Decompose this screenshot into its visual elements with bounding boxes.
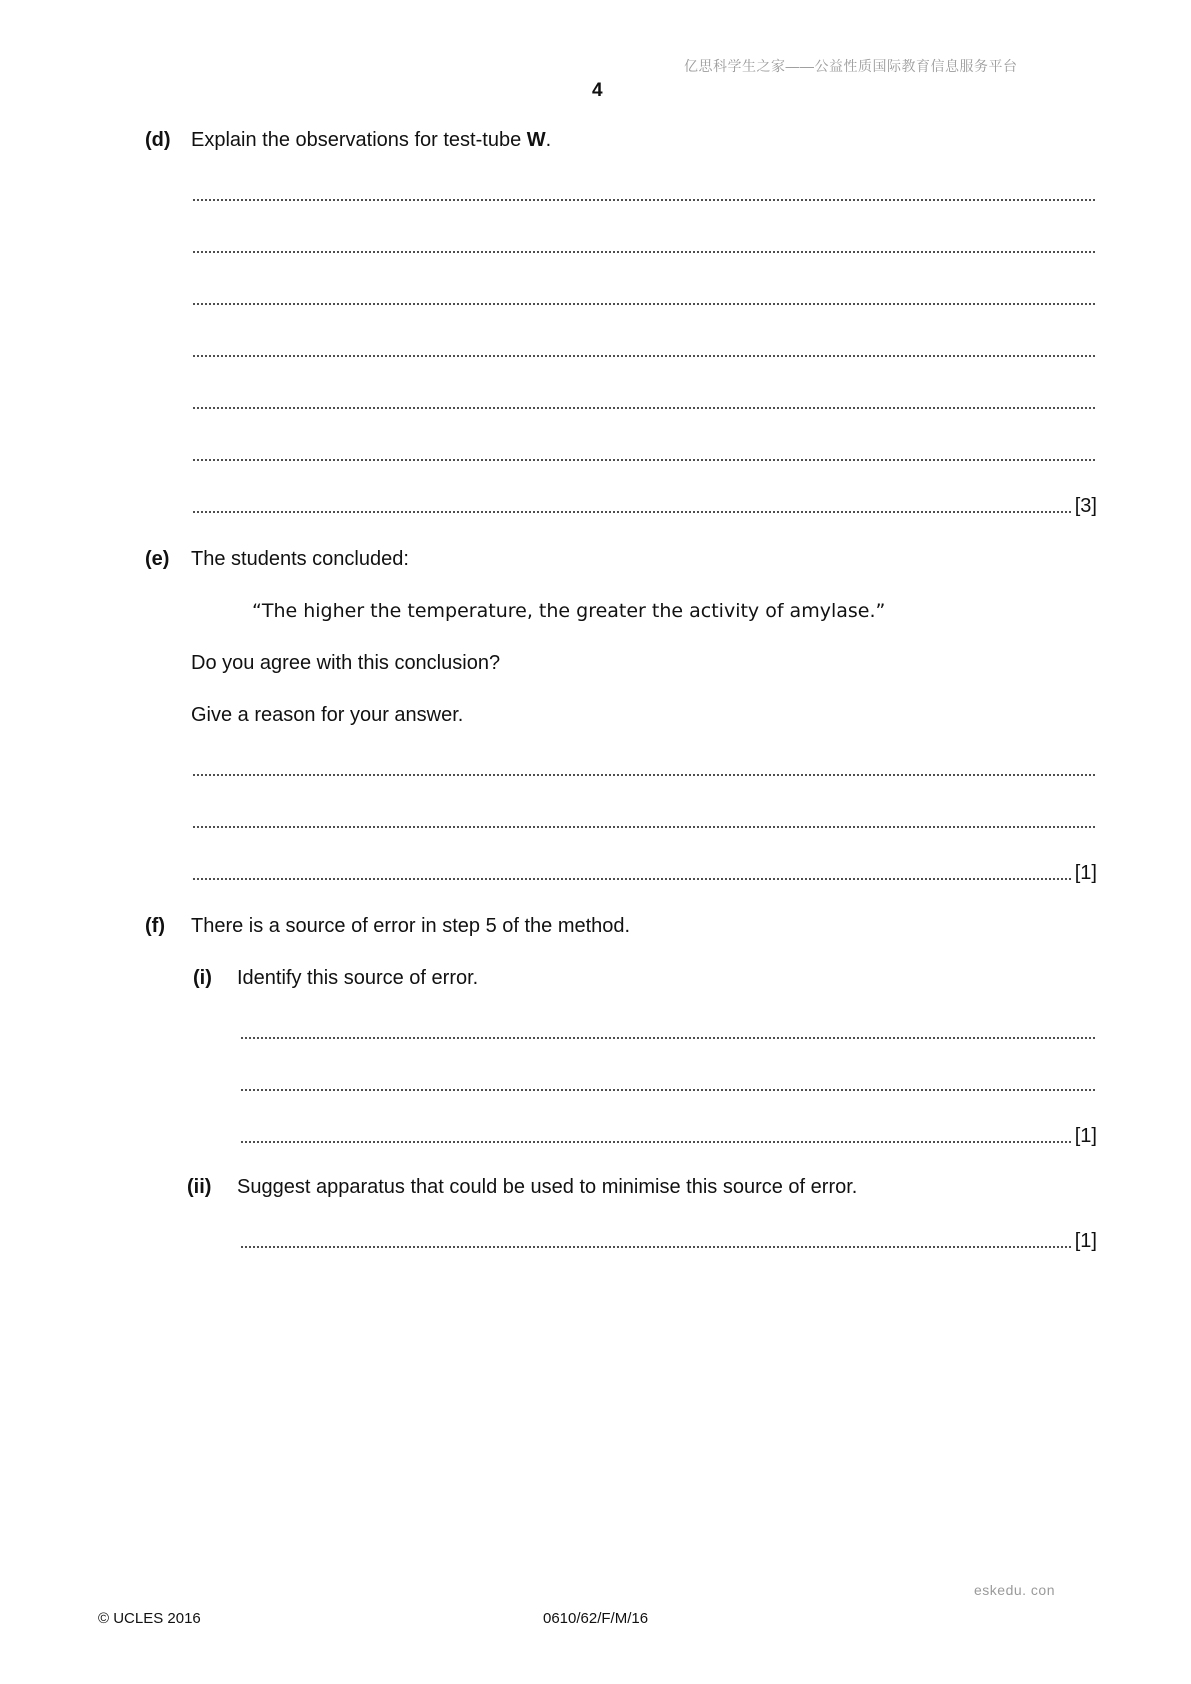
page-number: 4 [592, 80, 603, 101]
watermark-text: 亿思科学生之家——公益性质国际教育信息服务平台 [684, 58, 1018, 74]
answer-line[interactable] [192, 235, 1097, 257]
question-d-text [191, 129, 551, 152]
question-e-prompt-reason: Give a reason for your answer. [191, 704, 464, 726]
footer-paper-code: 0610/62/F/M/16 [543, 1610, 649, 1627]
conclusion-quote: “The higher the temperature, the greater the activity of amylase.” [252, 600, 886, 622]
answer-line[interactable] [192, 287, 1097, 309]
question-f-ii-label: (ii) [187, 1176, 212, 1198]
footer-site-text: eskedu. con [974, 1582, 1055, 1598]
answer-line[interactable] [192, 443, 1097, 465]
answer-line[interactable] [192, 183, 1097, 205]
question-f-ii-text: Suggest apparatus that could be used to minimise this source of error. [237, 1176, 858, 1198]
answer-line[interactable] [240, 1021, 1097, 1043]
answer-line-final[interactable] [240, 1125, 1097, 1147]
answer-line[interactable] [192, 391, 1097, 413]
answer-line[interactable] [192, 810, 1097, 832]
answer-line[interactable] [240, 1073, 1097, 1095]
question-e-label: (e) [145, 548, 170, 570]
question-d-text-suffix: . [545, 129, 552, 151]
answer-line-final[interactable] [192, 862, 1097, 884]
question-f-i-text: Identify this source of error. [237, 967, 479, 989]
marks-label: [1] [1074, 862, 1097, 884]
question-d-label: (d) [145, 129, 171, 151]
question-e-prompt-agree: Do you agree with this conclusion? [191, 652, 501, 674]
answer-line-final[interactable] [240, 1230, 1097, 1252]
question-d-text-prefix: Explain the observations for test-tube [191, 129, 527, 151]
answer-line[interactable] [192, 758, 1097, 780]
footer-copyright: © UCLES 2016 [98, 1610, 201, 1627]
question-f-label: (f) [145, 915, 165, 937]
marks-label: [1] [1074, 1230, 1097, 1252]
marks-label: [1] [1074, 1125, 1097, 1147]
answer-line[interactable] [192, 339, 1097, 361]
question-f-i-label: (i) [193, 967, 212, 989]
question-e-intro: The students concluded: [191, 548, 409, 570]
marks-label: [3] [1074, 495, 1097, 517]
answer-line-final[interactable] [192, 495, 1097, 517]
question-f-text: There is a source of error in step 5 of the method. [191, 915, 631, 937]
question-d-bold-ref: W [526, 129, 546, 151]
